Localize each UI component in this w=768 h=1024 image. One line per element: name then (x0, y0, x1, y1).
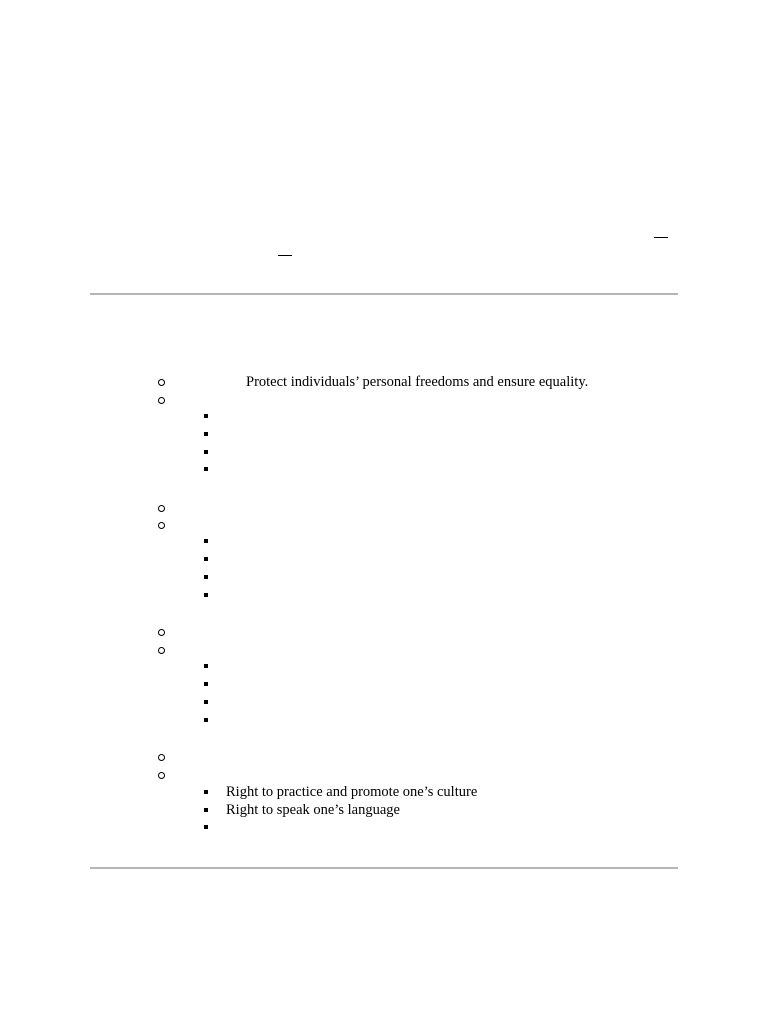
circle-bullet-icon (158, 397, 165, 404)
dash-mark (654, 237, 668, 238)
circle-bullet-icon (158, 629, 165, 636)
square-bullet-icon (204, 414, 208, 418)
square-bullet-icon (204, 790, 208, 794)
square-bullet-icon (204, 432, 208, 436)
circle-bullet-icon (158, 522, 165, 529)
sub-list-item: Right to speak one’s language (226, 802, 400, 818)
square-bullet-icon (204, 450, 208, 454)
square-bullet-icon (204, 808, 208, 812)
square-bullet-icon (204, 539, 208, 543)
circle-bullet-icon (158, 647, 165, 654)
square-bullet-icon (204, 825, 208, 829)
square-bullet-icon (204, 557, 208, 561)
square-bullet-icon (204, 575, 208, 579)
square-bullet-icon (204, 664, 208, 668)
horizontal-rule (90, 293, 678, 295)
sub-list-item: Right to practice and promote one’s culture (226, 784, 478, 800)
square-bullet-icon (204, 593, 208, 597)
square-bullet-icon (204, 700, 208, 704)
circle-bullet-icon (158, 772, 165, 779)
dash-mark (278, 255, 292, 256)
circle-bullet-icon (158, 505, 165, 512)
horizontal-rule (90, 867, 678, 869)
square-bullet-icon (204, 682, 208, 686)
list-item: Protect individuals’ personal freedoms and ensure equality. (246, 374, 589, 390)
circle-bullet-icon (158, 379, 165, 386)
square-bullet-icon (204, 718, 208, 722)
square-bullet-icon (204, 467, 208, 471)
circle-bullet-icon (158, 754, 165, 761)
